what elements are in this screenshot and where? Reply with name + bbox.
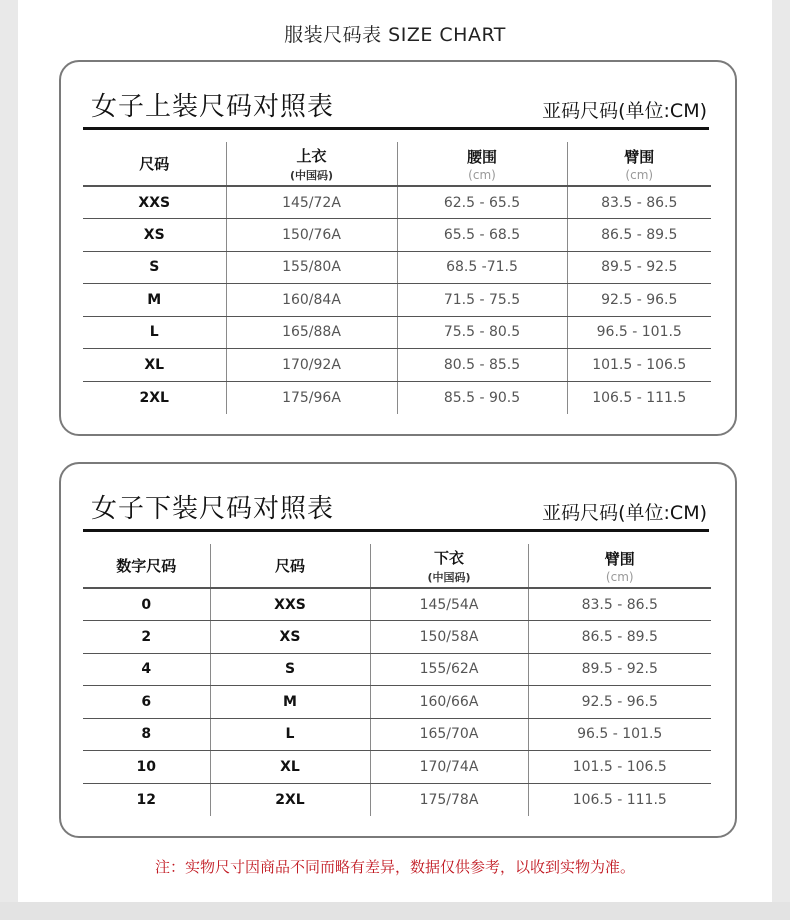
table-cell: 89.5 - 92.5 [528, 653, 711, 686]
table-cell: 80.5 - 85.5 [397, 349, 567, 382]
table-cell: 150/76A [226, 219, 397, 252]
table-header-row [83, 142, 711, 186]
table-cell: 62.5 - 65.5 [397, 186, 567, 219]
table-row [83, 284, 711, 317]
table-cell: 10 [83, 751, 210, 784]
column-header-top: 上衣 (中国码) [226, 142, 397, 186]
table-cell: XL [83, 349, 226, 382]
table-cell: 2XL [139, 389, 169, 406]
table-cell: 175/96A [226, 381, 397, 414]
table-row [83, 751, 711, 784]
table-cell: 165/88A [226, 316, 397, 349]
table-header-row [83, 544, 711, 588]
table-cell: 106.5 - 111.5 [567, 381, 711, 414]
table-cell: 160/84A [226, 284, 397, 317]
table-cell: S [83, 251, 226, 284]
table-cell: XS [83, 219, 226, 252]
column-header-arm: 臂围 (cm) [528, 544, 711, 588]
table-cell: 86.5 - 89.5 [567, 219, 711, 252]
table-cell: 65.5 - 68.5 [397, 219, 567, 252]
table-cell: 145/54A [370, 588, 528, 621]
bottom-strip [0, 902, 790, 920]
table-cell: 83.5 - 86.5 [528, 588, 711, 621]
table-row [83, 686, 711, 719]
table-cell: M [210, 686, 370, 719]
column-header-number-size: 数字尺码 [83, 544, 210, 588]
top-card-title: 女子上装尺码对照表 [91, 92, 335, 122]
table-cell: 8 [83, 718, 210, 751]
table-row [83, 219, 711, 252]
table-cell: 75.5 - 80.5 [397, 316, 567, 349]
table-row [83, 653, 711, 686]
table-cell: 96.5 - 101.5 [528, 718, 711, 751]
table-row [83, 349, 711, 382]
table-cell: XXS [210, 588, 370, 621]
top-card-header [83, 82, 709, 130]
table-cell: 85.5 - 90.5 [397, 381, 567, 414]
table-cell: 2XL [210, 783, 370, 816]
table-row [83, 718, 711, 751]
table-cell: 170/92A [226, 349, 397, 382]
bottom-card-unit: 亚码尺码(单位:CM) [542, 502, 707, 524]
table-cell: 175/78A [370, 783, 528, 816]
table-cell: 145/72A [226, 186, 397, 219]
table-cell: 71.5 - 75.5 [397, 284, 567, 317]
table-cell: 101.5 - 106.5 [567, 349, 711, 382]
table-cell: XS [210, 621, 370, 654]
column-header-size: 尺码 [210, 544, 370, 588]
bottom-card-header [83, 484, 709, 532]
page-title: 服装尺码表 SIZE CHART [284, 24, 506, 46]
table-cell: 170/74A [370, 751, 528, 784]
table-cell: 92.5 - 96.5 [567, 284, 711, 317]
table-cell: L [83, 316, 226, 349]
table-row [83, 621, 711, 654]
disclaimer-note: 注：实物尺寸因商品不同而略有差异，数据仅供参考，以收到实物为准。 [154, 858, 635, 876]
table-cell: 160/66A [370, 686, 528, 719]
table-cell: 0 [83, 588, 210, 621]
table-cell: S [210, 653, 370, 686]
bottom-size-card [59, 462, 737, 838]
table-cell: 165/70A [370, 718, 528, 751]
bottom-card-title: 女子下装尺码对照表 [91, 494, 335, 524]
table-row [83, 186, 711, 219]
table-cell: 155/62A [370, 653, 528, 686]
table-cell: 86.5 - 89.5 [528, 621, 711, 654]
column-header-bottom: 下衣 (中国码) [370, 544, 528, 588]
table-cell: L [210, 718, 370, 751]
table-cell: 101.5 - 106.5 [528, 751, 711, 784]
table-cell: XXS [83, 186, 226, 219]
table-cell: 106.5 - 111.5 [528, 783, 711, 816]
table-cell: 89.5 - 92.5 [567, 251, 711, 284]
column-header-arm: 臂围 (cm) [567, 142, 711, 186]
table-cell: 96.5 - 101.5 [567, 316, 711, 349]
table-cell: 92.5 - 96.5 [528, 686, 711, 719]
table-cell: 155/80A [226, 251, 397, 284]
column-header-waist: 腰围 (cm) [397, 142, 567, 186]
table-cell: 83.5 - 86.5 [567, 186, 711, 219]
table-cell: 68.5 -71.5 [397, 251, 567, 284]
table-row [83, 783, 711, 816]
top-size-table [83, 142, 711, 414]
table-cell: 2 [83, 621, 210, 654]
table-row [83, 588, 711, 621]
table-cell: 12 [136, 791, 156, 808]
table-row [83, 381, 711, 414]
table-cell: 150/58A [370, 621, 528, 654]
table-cell: 6 [83, 686, 210, 719]
table-row [83, 251, 711, 284]
bottom-size-table [83, 544, 711, 816]
top-card-unit: 亚码尺码(单位:CM) [542, 100, 707, 122]
top-size-card [59, 60, 737, 436]
column-header-size: 尺码 [83, 142, 226, 186]
table-row [83, 316, 711, 349]
table-cell: M [83, 284, 226, 317]
table-cell: 4 [83, 653, 210, 686]
table-cell: XL [210, 751, 370, 784]
